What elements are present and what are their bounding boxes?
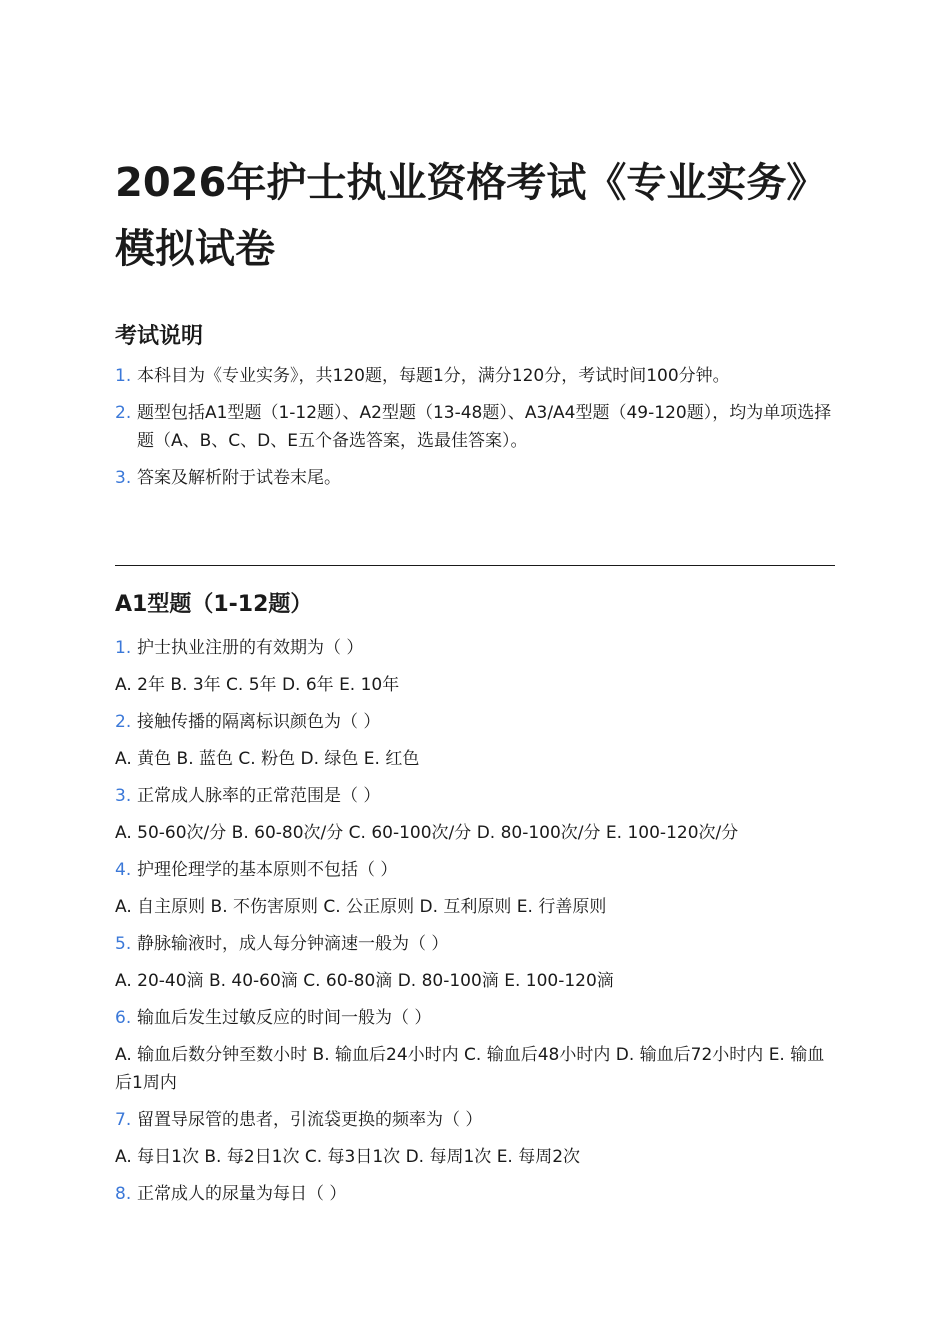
question-stem [115,1004,835,1032]
question-stem [115,1106,835,1134]
question-options: A. 输血后数分钟至数小时 B. 输血后24小时内 C. 输血后48小时内 D. 输血后72小时内 E. 输血后1周内 [115,1045,825,1093]
question-text: 正常成人的尿量为每日（ ） [137,1184,347,1204]
question-options: A. 20-40滴 B. 40-60滴 C. 60-80滴 D. 80-100滴 E. 100-120滴 [115,971,614,991]
question-text: 接触传播的隔离标识颜色为（ ） [137,712,381,732]
list-number: 2. [115,403,132,423]
question-options: A. 2年 B. 3年 C. 5年 D. 6年 E. 10年 [115,675,400,695]
question-number: 7. [115,1110,132,1130]
list-text: 题型包括A1型题（1-12题）、A2型题（13-48题）、A3/A4型题（49-120题），均为单项选择题（A、B、C、D、E五个备选答案，选最佳答案）。 [137,403,832,451]
question-stem [115,930,835,958]
question-number: 3. [115,786,132,806]
exam-info-list [115,362,835,492]
list-number: 3. [115,468,132,488]
list-text: 本科目为《专业实务》，共120题，每题1分，满分120分，考试时间100分钟。 [137,366,730,386]
question-text: 静脉输液时，成人每分钟滴速一般为（ ） [137,934,449,954]
question-number: 2. [115,712,132,732]
list-text: 答案及解析附于试卷末尾。 [137,468,341,488]
list-item [115,362,835,390]
question-options: A. 50-60次/分 B. 60-80次/分 C. 60-100次/分 D. 80-100次/分 E. 100-120次/分 [115,823,739,843]
question-text: 护理伦理学的基本原则不包括（ ） [137,860,398,880]
list-number: 1. [115,366,132,386]
question-stem [115,634,835,662]
exam-info-heading: 考试说明 [115,324,204,349]
question-options: A. 黄色 B. 蓝色 C. 粉色 D. 绿色 E. 红色 [115,749,420,769]
question-stem [115,782,835,810]
section-a1-heading: A1型题（1-12题） [115,592,313,617]
list-item [115,464,835,492]
question-number: 4. [115,860,132,880]
question-text: 输血后发生过敏反应的时间一般为（ ） [137,1008,432,1028]
question-stem [115,856,835,884]
list-item [115,399,835,455]
question-options: A. 自主原则 B. 不伤害原则 C. 公正原则 D. 互利原则 E. 行善原则 [115,897,607,917]
section-divider [115,565,835,566]
question-number: 1. [115,638,132,658]
page-title: 2026年护士执业资格考试《专业实务》模拟试卷 [115,160,827,272]
question-number: 5. [115,934,132,954]
question-text: 护士执业注册的有效期为（ ） [137,638,364,658]
question-text: 正常成人脉率的正常范围是（ ） [137,786,381,806]
section-a1 [115,590,835,1208]
document-page [115,150,835,1204]
question-options: A. 每日1次 B. 每2日1次 C. 每3日1次 D. 每周1次 E. 每周2次 [115,1147,581,1167]
question-number: 6. [115,1008,132,1028]
question-stem [115,708,835,736]
question-number: 8. [115,1184,132,1204]
question-stem [115,1180,835,1208]
question-text: 留置导尿管的患者，引流袋更换的频率为（ ） [137,1110,483,1130]
